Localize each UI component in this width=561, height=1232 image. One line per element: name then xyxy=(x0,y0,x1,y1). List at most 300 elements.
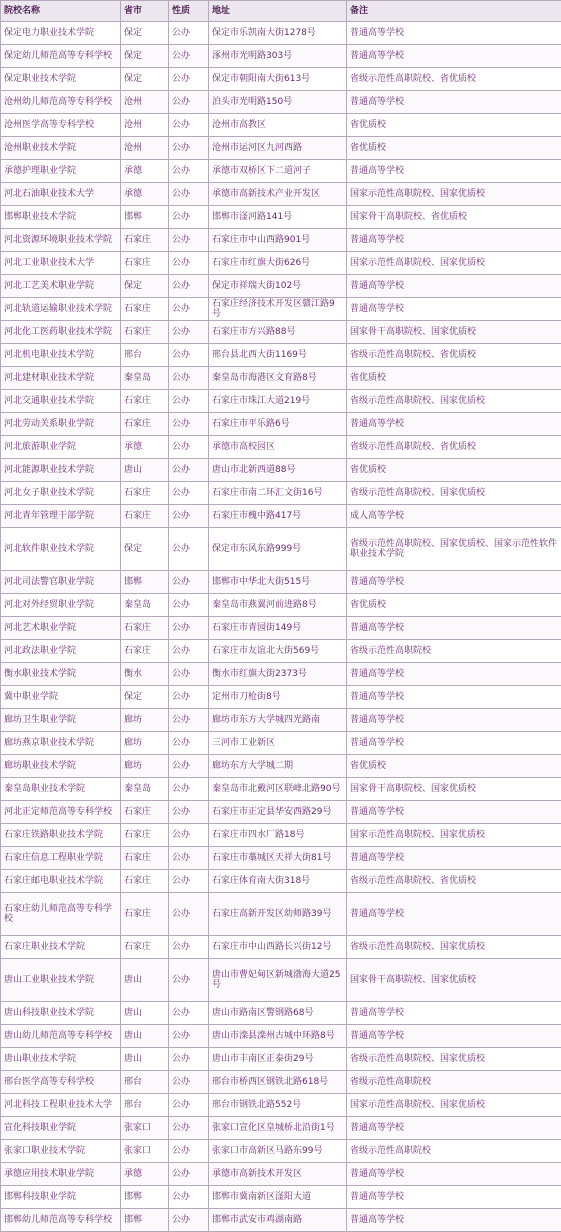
cell-name: 宣化科技职业学院 xyxy=(1,1117,121,1140)
cell-address: 石家庄市红旗大街626号 xyxy=(209,252,347,275)
cell-remark: 普通高等学校 xyxy=(347,847,561,870)
table-row xyxy=(1,252,561,275)
table-row xyxy=(1,801,561,824)
cell-name: 沧州职业技术学院 xyxy=(1,137,121,160)
cell-type: 公办 xyxy=(169,91,209,114)
table-row xyxy=(1,344,561,367)
cell-remark: 普通高等学校 xyxy=(347,893,561,936)
cell-type: 公办 xyxy=(169,137,209,160)
table-row xyxy=(1,959,561,1002)
cell-remark: 普通高等学校 xyxy=(347,298,561,321)
cell-type: 公办 xyxy=(169,45,209,68)
cell-name: 河北轨道运输职业技术学院 xyxy=(1,298,121,321)
cell-name: 河北司法警官职业学院 xyxy=(1,571,121,594)
cell-address: 衡水市红旗大街2373号 xyxy=(209,663,347,686)
cell-remark: 省级示范性高职院校、国家优质校 xyxy=(347,482,561,505)
cell-type: 公办 xyxy=(169,571,209,594)
cell-type: 公办 xyxy=(169,594,209,617)
cell-address: 石家庄市中山西路长兴街12号 xyxy=(209,936,347,959)
cell-remark: 省优质校 xyxy=(347,459,561,482)
cell-name: 河北石油职业技术大学 xyxy=(1,183,121,206)
cell-type: 公办 xyxy=(169,663,209,686)
cell-address: 承德市高校园区 xyxy=(209,436,347,459)
cell-name: 张家口职业技术学院 xyxy=(1,1140,121,1163)
cell-type: 公办 xyxy=(169,160,209,183)
cell-type: 公办 xyxy=(169,22,209,45)
cell-type: 公办 xyxy=(169,1117,209,1140)
cell-type: 公办 xyxy=(169,390,209,413)
cell-remark: 省级示范性高职院校 xyxy=(347,640,561,663)
cell-type: 公办 xyxy=(169,824,209,847)
cell-type: 公办 xyxy=(169,640,209,663)
cell-name: 石家庄幼儿师范高等专科学校 xyxy=(1,893,121,936)
cell-address: 保定市乐凯南大街1278号 xyxy=(209,22,347,45)
cell-type: 公办 xyxy=(169,482,209,505)
table-row xyxy=(1,114,561,137)
cell-address: 唐山市曹妃甸区新城渤海大道25号 xyxy=(209,959,347,1002)
table-row xyxy=(1,413,561,436)
cell-type: 公办 xyxy=(169,367,209,390)
cell-name: 河北政法职业学院 xyxy=(1,640,121,663)
cell-address: 石家庄市槐中路417号 xyxy=(209,505,347,528)
cell-city: 邢台 xyxy=(121,1071,169,1094)
cell-name: 石家庄邮电职业技术学院 xyxy=(1,870,121,893)
cell-remark: 普通高等学校 xyxy=(347,571,561,594)
cell-address: 唐山市滦县滦州古城中环路8号 xyxy=(209,1025,347,1048)
cell-remark: 省优质校 xyxy=(347,755,561,778)
cell-city: 石家庄 xyxy=(121,893,169,936)
table-row xyxy=(1,321,561,344)
cell-address: 邯郸市武安市鸡湖南路 xyxy=(209,1209,347,1232)
cell-name: 邯郸职业技术学院 xyxy=(1,206,121,229)
table-row xyxy=(1,663,561,686)
cell-type: 公办 xyxy=(169,459,209,482)
table-row xyxy=(1,709,561,732)
cell-type: 公办 xyxy=(169,936,209,959)
cell-address: 沧州市高教区 xyxy=(209,114,347,137)
cell-city: 廊坊 xyxy=(121,732,169,755)
table-row xyxy=(1,390,561,413)
cell-city: 保定 xyxy=(121,45,169,68)
cell-city: 石家庄 xyxy=(121,640,169,663)
cell-type: 公办 xyxy=(169,1048,209,1071)
cell-remark: 普通高等学校 xyxy=(347,1002,561,1025)
cell-name: 河北软件职业技术学院 xyxy=(1,528,121,571)
cell-remark: 普通高等学校 xyxy=(347,22,561,45)
cell-address: 石家庄市珠江大道219号 xyxy=(209,390,347,413)
cell-address: 张家口宣化区皇城桥北沿街1号 xyxy=(209,1117,347,1140)
header-type: 性质 xyxy=(169,1,209,22)
cell-city: 石家庄 xyxy=(121,229,169,252)
cell-city: 保定 xyxy=(121,275,169,298)
table-row xyxy=(1,1025,561,1048)
cell-address: 保定市东风东路999号 xyxy=(209,528,347,571)
cell-city: 张家口 xyxy=(121,1140,169,1163)
cell-remark: 普通高等学校 xyxy=(347,709,561,732)
cell-name: 石家庄职业技术学院 xyxy=(1,936,121,959)
cell-name: 石家庄铁路职业技术学院 xyxy=(1,824,121,847)
cell-city: 廊坊 xyxy=(121,755,169,778)
cell-name: 河北科技工程职业技术大学 xyxy=(1,1094,121,1117)
cell-remark: 省级示范性高职院校、省优质校 xyxy=(347,344,561,367)
table-row xyxy=(1,91,561,114)
cell-type: 公办 xyxy=(169,847,209,870)
cell-name: 河北对外经贸职业学院 xyxy=(1,594,121,617)
cell-remark: 普通高等学校 xyxy=(347,1117,561,1140)
cell-type: 公办 xyxy=(169,732,209,755)
cell-remark: 国家骨干高职院校、省优质校 xyxy=(347,206,561,229)
cell-city: 石家庄 xyxy=(121,936,169,959)
table-row xyxy=(1,183,561,206)
cell-address: 邢台市钢铁北路552号 xyxy=(209,1094,347,1117)
table-row xyxy=(1,298,561,321)
header-name: 院校名称 xyxy=(1,1,121,22)
cell-name: 衡水职业技术学院 xyxy=(1,663,121,686)
cell-remark: 省级示范性高职院校 xyxy=(347,1071,561,1094)
cell-type: 公办 xyxy=(169,617,209,640)
cell-address: 邢台县北西大街1169号 xyxy=(209,344,347,367)
cell-type: 公办 xyxy=(169,344,209,367)
cell-type: 公办 xyxy=(169,686,209,709)
cell-address: 唐山市路南区警钢路68号 xyxy=(209,1002,347,1025)
cell-city: 石家庄 xyxy=(121,870,169,893)
cell-name: 河北艺术职业学院 xyxy=(1,617,121,640)
cell-name: 河北机电职业技术学院 xyxy=(1,344,121,367)
cell-city: 保定 xyxy=(121,22,169,45)
cell-remark: 普通高等学校 xyxy=(347,686,561,709)
cell-type: 公办 xyxy=(169,959,209,1002)
cell-type: 公办 xyxy=(169,68,209,91)
cell-type: 公办 xyxy=(169,528,209,571)
cell-remark: 国家示范性高职院校、国家优质校 xyxy=(347,183,561,206)
cell-remark: 成人高等学校 xyxy=(347,505,561,528)
cell-city: 唐山 xyxy=(121,1048,169,1071)
cell-address: 张家口市高新区马路东99号 xyxy=(209,1140,347,1163)
cell-address: 承德市高新技术开发区 xyxy=(209,1163,347,1186)
cell-city: 沧州 xyxy=(121,137,169,160)
cell-remark: 省优质校 xyxy=(347,367,561,390)
cell-address: 定州市刀枪街8号 xyxy=(209,686,347,709)
cell-remark: 省级示范性高职院校、国家优质校 xyxy=(347,936,561,959)
cell-address: 石家庄市平乐路6号 xyxy=(209,413,347,436)
cell-name: 沧州幼儿师范高等专科学校 xyxy=(1,91,121,114)
cell-name: 河北旅游职业学院 xyxy=(1,436,121,459)
cell-name: 河北正定师范高等专科学校 xyxy=(1,801,121,824)
cell-city: 唐山 xyxy=(121,959,169,1002)
cell-city: 沧州 xyxy=(121,91,169,114)
cell-address: 沧州市运河区九河西路 xyxy=(209,137,347,160)
table-row xyxy=(1,732,561,755)
cell-city: 廊坊 xyxy=(121,709,169,732)
cell-remark: 省级示范性高职院校、国家优质校 xyxy=(347,390,561,413)
cell-type: 公办 xyxy=(169,298,209,321)
cell-city: 邯郸 xyxy=(121,1209,169,1232)
table-row xyxy=(1,1094,561,1117)
table-row xyxy=(1,206,561,229)
cell-name: 承德应用技术职业学院 xyxy=(1,1163,121,1186)
table-row xyxy=(1,1163,561,1186)
cell-address: 三河市工业新区 xyxy=(209,732,347,755)
cell-name: 河北女子职业技术学院 xyxy=(1,482,121,505)
cell-city: 邯郸 xyxy=(121,1186,169,1209)
cell-city: 石家庄 xyxy=(121,847,169,870)
table-row xyxy=(1,686,561,709)
cell-type: 公办 xyxy=(169,709,209,732)
cell-address: 邯郸市滏河路141号 xyxy=(209,206,347,229)
cell-remark: 普通高等学校 xyxy=(347,45,561,68)
cell-name: 廊坊卫生职业学院 xyxy=(1,709,121,732)
cell-name: 秦皇岛职业技术学院 xyxy=(1,778,121,801)
table-row xyxy=(1,870,561,893)
cell-name: 邢台医学高等专科学校 xyxy=(1,1071,121,1094)
cell-type: 公办 xyxy=(169,1094,209,1117)
cell-name: 河北建材职业技术学院 xyxy=(1,367,121,390)
cell-remark: 普通高等学校 xyxy=(347,91,561,114)
table-row xyxy=(1,893,561,936)
cell-remark: 省级示范性高职院校、国家优质校、国家示范性软件职业技术学院 xyxy=(347,528,561,571)
cell-remark: 国家示范性高职院校、国家优质校 xyxy=(347,824,561,847)
cell-name: 保定幼儿师范高等专科学校 xyxy=(1,45,121,68)
cell-city: 承德 xyxy=(121,183,169,206)
cell-type: 公办 xyxy=(169,229,209,252)
cell-city: 承德 xyxy=(121,436,169,459)
table-row xyxy=(1,160,561,183)
table-row xyxy=(1,1140,561,1163)
cell-remark: 普通高等学校 xyxy=(347,801,561,824)
cell-name: 廊坊燕京职业技术学院 xyxy=(1,732,121,755)
table-row xyxy=(1,571,561,594)
cell-remark: 省优质校 xyxy=(347,594,561,617)
cell-city: 唐山 xyxy=(121,459,169,482)
table-row xyxy=(1,68,561,91)
cell-type: 公办 xyxy=(169,436,209,459)
cell-remark: 普通高等学校 xyxy=(347,229,561,252)
table-body xyxy=(1,22,561,1232)
cell-remark: 普通高等学校 xyxy=(347,1186,561,1209)
table-row xyxy=(1,1071,561,1094)
cell-name: 承德护理职业学院 xyxy=(1,160,121,183)
table-row xyxy=(1,367,561,390)
cell-city: 邯郸 xyxy=(121,206,169,229)
cell-city: 石家庄 xyxy=(121,505,169,528)
cell-name: 河北工业职业技术大学 xyxy=(1,252,121,275)
table-row xyxy=(1,45,561,68)
cell-address: 秦皇岛市燕翼河前进路8号 xyxy=(209,594,347,617)
table-row xyxy=(1,1209,561,1232)
table-row xyxy=(1,755,561,778)
cell-name: 唐山工业职业技术学院 xyxy=(1,959,121,1002)
cell-city: 唐山 xyxy=(121,1025,169,1048)
cell-name: 保定职业技术学院 xyxy=(1,68,121,91)
cell-type: 公办 xyxy=(169,1140,209,1163)
table-row xyxy=(1,936,561,959)
table-row xyxy=(1,1186,561,1209)
cell-type: 公办 xyxy=(169,321,209,344)
cell-type: 公办 xyxy=(169,206,209,229)
cell-remark: 省级示范性高职院校、省优质校 xyxy=(347,436,561,459)
cell-type: 公办 xyxy=(169,252,209,275)
cell-name: 唐山幼儿师范高等专科学校 xyxy=(1,1025,121,1048)
header-remark: 备注 xyxy=(347,1,561,22)
cell-name: 邯郸幼儿师范高等专科学校 xyxy=(1,1209,121,1232)
cell-name: 河北资源环境职业技术学院 xyxy=(1,229,121,252)
cell-type: 公办 xyxy=(169,1025,209,1048)
cell-remark: 省级示范性高职院校、省优质校 xyxy=(347,870,561,893)
cell-city: 石家庄 xyxy=(121,824,169,847)
cell-type: 公办 xyxy=(169,413,209,436)
cell-name: 河北青年管理干部学院 xyxy=(1,505,121,528)
table-row xyxy=(1,528,561,571)
cell-address: 廊坊市东方大学城四光路南 xyxy=(209,709,347,732)
cell-address: 石家庄市青园街149号 xyxy=(209,617,347,640)
cell-name: 河北交通职业技术学院 xyxy=(1,390,121,413)
table-row xyxy=(1,22,561,45)
cell-city: 石家庄 xyxy=(121,321,169,344)
table-row xyxy=(1,482,561,505)
cell-remark: 普通高等学校 xyxy=(347,617,561,640)
table-header-row xyxy=(1,1,561,22)
cell-address: 石家庄市藁城区天祥大街81号 xyxy=(209,847,347,870)
cell-remark: 国家骨干高职院校、国家优质校 xyxy=(347,778,561,801)
cell-name: 石家庄信息工程职业学院 xyxy=(1,847,121,870)
cell-type: 公办 xyxy=(169,870,209,893)
cell-type: 公办 xyxy=(169,275,209,298)
cell-type: 公办 xyxy=(169,1163,209,1186)
cell-address: 秦皇岛市海港区文育路8号 xyxy=(209,367,347,390)
cell-remark: 国家骨干高职院校、国家优质校 xyxy=(347,959,561,1002)
cell-address: 承德市高新技术产业开发区 xyxy=(209,183,347,206)
cell-name: 保定电力职业技术学院 xyxy=(1,22,121,45)
cell-address: 秦皇岛市北戴河区联峰北路90号 xyxy=(209,778,347,801)
cell-city: 石家庄 xyxy=(121,617,169,640)
table-row xyxy=(1,847,561,870)
cell-address: 石家庄体育南大街318号 xyxy=(209,870,347,893)
cell-name: 河北能源职业技术学院 xyxy=(1,459,121,482)
table-row xyxy=(1,137,561,160)
cell-name: 河北劳动关系职业学院 xyxy=(1,413,121,436)
table-row xyxy=(1,459,561,482)
cell-address: 保定市祥瑞大街102号 xyxy=(209,275,347,298)
cell-city: 石家庄 xyxy=(121,390,169,413)
cell-city: 秦皇岛 xyxy=(121,778,169,801)
cell-city: 石家庄 xyxy=(121,252,169,275)
cell-name: 冀中职业学院 xyxy=(1,686,121,709)
header-address: 地址 xyxy=(209,1,347,22)
cell-address: 石家庄高新开发区幼师路39号 xyxy=(209,893,347,936)
cell-type: 公办 xyxy=(169,505,209,528)
cell-type: 公办 xyxy=(169,778,209,801)
cell-city: 承德 xyxy=(121,1163,169,1186)
cell-remark: 普通高等学校 xyxy=(347,732,561,755)
cell-remark: 省级示范性高职院校、省优质校 xyxy=(347,68,561,91)
cell-remark: 普通高等学校 xyxy=(347,413,561,436)
cell-city: 邢台 xyxy=(121,344,169,367)
cell-type: 公办 xyxy=(169,1209,209,1232)
cell-type: 公办 xyxy=(169,755,209,778)
cell-city: 石家庄 xyxy=(121,801,169,824)
cell-remark: 普通高等学校 xyxy=(347,1209,561,1232)
cell-address: 石家庄市方兴路88号 xyxy=(209,321,347,344)
cell-name: 邯郸科技职业学院 xyxy=(1,1186,121,1209)
cell-city: 秦皇岛 xyxy=(121,367,169,390)
cell-city: 保定 xyxy=(121,68,169,91)
cell-address: 保定市朝阳南大街613号 xyxy=(209,68,347,91)
table-row xyxy=(1,640,561,663)
cell-remark: 省级示范性高职院校、国家优质校 xyxy=(347,1048,561,1071)
cell-address: 涿州市光明路303号 xyxy=(209,45,347,68)
cell-remark: 普通高等学校 xyxy=(347,1025,561,1048)
table-row xyxy=(1,229,561,252)
cell-city: 唐山 xyxy=(121,1002,169,1025)
cell-address: 唐山市北新西道88号 xyxy=(209,459,347,482)
cell-remark: 普通高等学校 xyxy=(347,663,561,686)
cell-remark: 普通高等学校 xyxy=(347,275,561,298)
cell-city: 衡水 xyxy=(121,663,169,686)
cell-name: 河北化工医药职业技术学院 xyxy=(1,321,121,344)
cell-address: 石家庄市四水厂路18号 xyxy=(209,824,347,847)
cell-address: 唐山市丰南区正泰街29号 xyxy=(209,1048,347,1071)
cell-name: 河北工艺美术职业学院 xyxy=(1,275,121,298)
table-row xyxy=(1,778,561,801)
cell-address: 邢台市桥西区钢铁北路618号 xyxy=(209,1071,347,1094)
cell-type: 公办 xyxy=(169,801,209,824)
cell-name: 唐山科技职业技术学院 xyxy=(1,1002,121,1025)
table-row xyxy=(1,1048,561,1071)
cell-remark: 普通高等学校 xyxy=(347,160,561,183)
header-city: 省市 xyxy=(121,1,169,22)
cell-address: 石家庄市中山西路901号 xyxy=(209,229,347,252)
cell-remark: 国家示范性高职院校、国家优质校 xyxy=(347,1094,561,1117)
cell-city: 张家口 xyxy=(121,1117,169,1140)
cell-name: 廊坊职业技术学院 xyxy=(1,755,121,778)
cell-city: 石家庄 xyxy=(121,413,169,436)
cell-address: 石家庄市友谊北大街569号 xyxy=(209,640,347,663)
cell-city: 保定 xyxy=(121,686,169,709)
cell-city: 邯郸 xyxy=(121,571,169,594)
cell-city: 石家庄 xyxy=(121,298,169,321)
table-row xyxy=(1,436,561,459)
cell-address: 石家庄市正定县华安西路29号 xyxy=(209,801,347,824)
table-row xyxy=(1,275,561,298)
cell-city: 沧州 xyxy=(121,114,169,137)
cell-remark: 国家骨干高职院校、国家优质校 xyxy=(347,321,561,344)
cell-type: 公办 xyxy=(169,114,209,137)
cell-name: 唐山职业技术学院 xyxy=(1,1048,121,1071)
table-row xyxy=(1,1002,561,1025)
cell-type: 公办 xyxy=(169,1002,209,1025)
cell-type: 公办 xyxy=(169,183,209,206)
cell-remark: 国家示范性高职院校、国家优质校 xyxy=(347,252,561,275)
cell-city: 承德 xyxy=(121,160,169,183)
cell-type: 公办 xyxy=(169,1071,209,1094)
cell-remark: 省优质校 xyxy=(347,114,561,137)
cell-address: 泊头市光明路150号 xyxy=(209,91,347,114)
cell-address: 石家庄市南二环汇文街16号 xyxy=(209,482,347,505)
cell-name: 沧州医学高等专科学校 xyxy=(1,114,121,137)
table-row xyxy=(1,824,561,847)
cell-address: 承德市双桥区下二道河子 xyxy=(209,160,347,183)
table-row xyxy=(1,594,561,617)
cell-address: 廊坊东方大学城二期 xyxy=(209,755,347,778)
cell-remark: 省级示范性高职院校 xyxy=(347,1140,561,1163)
cell-type: 公办 xyxy=(169,1186,209,1209)
cell-city: 邢台 xyxy=(121,1094,169,1117)
cell-city: 石家庄 xyxy=(121,482,169,505)
table-row xyxy=(1,505,561,528)
cell-city: 保定 xyxy=(121,528,169,571)
cell-address: 石家庄经济技术开发区赣江路9号 xyxy=(209,298,347,321)
cell-remark: 省优质校 xyxy=(347,137,561,160)
